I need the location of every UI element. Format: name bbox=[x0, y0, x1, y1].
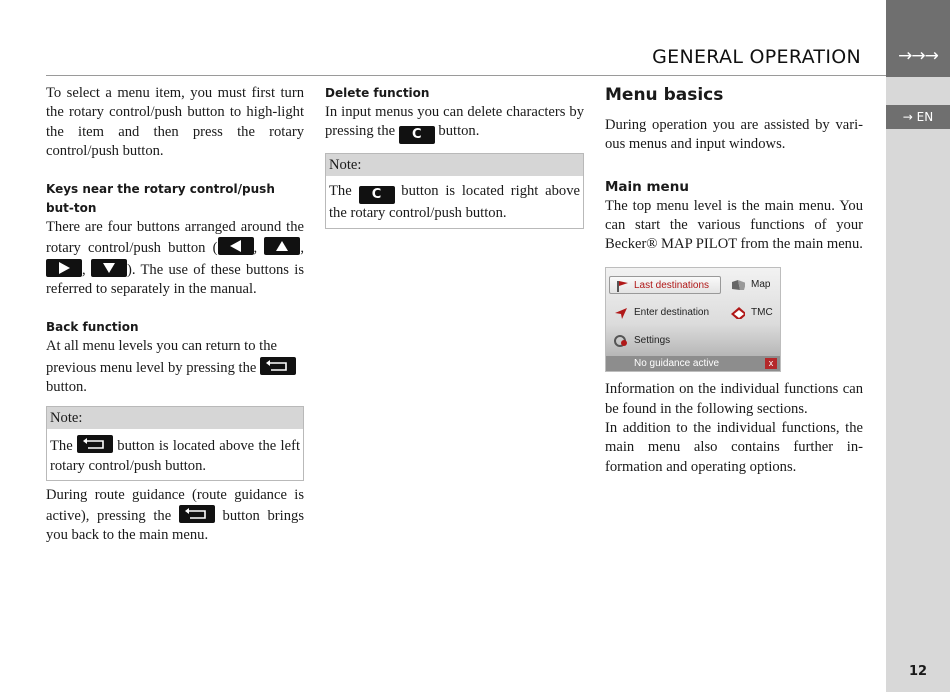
back-heading: Back function bbox=[46, 320, 139, 335]
delete-heading: Delete function bbox=[325, 86, 430, 100]
guidance-status-bar: No guidance active bbox=[606, 356, 781, 371]
menu-basics-heading: Menu basics bbox=[605, 85, 724, 105]
back-key-icon bbox=[260, 357, 296, 375]
note-box-delete bbox=[325, 153, 584, 228]
main-menu-paragraph: The top menu level is the main menu. You can start the various functions of your Becker® MAP PILOT from the main menu. bbox=[605, 197, 863, 253]
note-text-2: button is located right above the rotary control/push button. bbox=[329, 183, 580, 222]
note-box-back bbox=[46, 406, 304, 481]
c-key-icon: C bbox=[399, 126, 435, 144]
menu-item-label: TMC bbox=[751, 307, 773, 319]
nav-arrows-icon: →→→ bbox=[898, 46, 938, 66]
note-text-1: The bbox=[50, 438, 73, 455]
column-1 bbox=[46, 84, 304, 546]
guidance-text-2: button brings you back to the main menu. bbox=[46, 508, 304, 544]
flag-icon bbox=[615, 280, 629, 292]
separator: , bbox=[300, 240, 304, 257]
note-text-1: The bbox=[329, 183, 352, 200]
back-key-icon bbox=[77, 435, 113, 453]
traffic-warning-icon bbox=[731, 307, 745, 319]
map-icon bbox=[731, 279, 745, 291]
menu-item-map[interactable] bbox=[728, 276, 770, 294]
page-number: 12 bbox=[908, 664, 928, 679]
note-body bbox=[326, 176, 583, 227]
note-text-2: button is located above the left rotary control/push button. bbox=[50, 438, 300, 474]
menu-item-label: Last destinations bbox=[634, 280, 710, 292]
page-title: GENERAL OPERATION bbox=[652, 46, 861, 68]
delete-text-2: button. bbox=[434, 123, 480, 140]
keys-heading: Keys near the rotary control/push but-ton bbox=[46, 182, 275, 216]
column-2 bbox=[325, 84, 584, 229]
main-menu-screenshot bbox=[605, 267, 781, 372]
delete-text-1: In input menus you can delete characters by pressing the bbox=[325, 104, 584, 140]
info-paragraph-2: In addition to the individual functions, the main menu also contains further in-formation and operating options. bbox=[605, 420, 863, 475]
back-key-icon bbox=[179, 505, 215, 523]
down-arrow-key-icon bbox=[91, 259, 127, 277]
menu-item-label: Enter destination bbox=[634, 307, 710, 319]
back-text-1: At all menu levels you can return to the previous menu level by pressing the bbox=[46, 338, 277, 376]
menu-item-enter-destination[interactable] bbox=[610, 304, 709, 322]
note-body bbox=[47, 429, 303, 480]
separator: , bbox=[253, 240, 258, 257]
menu-item-label: Settings bbox=[634, 335, 671, 347]
menu-item-settings[interactable] bbox=[610, 332, 670, 350]
back-paragraph bbox=[46, 337, 304, 397]
keys-text-2: ). The use of these buttons is referred to separately in the manual. bbox=[46, 261, 304, 298]
menu-item-label: Map bbox=[751, 279, 771, 291]
settings-icon bbox=[614, 335, 628, 347]
menu-item-last-destinations[interactable] bbox=[609, 276, 721, 294]
c-key-icon: C bbox=[359, 186, 395, 204]
keys-text-1: There are four buttons arranged around the rotary control/push button ( bbox=[46, 219, 304, 257]
navigation-arrow-icon bbox=[614, 307, 628, 319]
guidance-text-1: During route guidance (route guidance is active), pressing the bbox=[46, 486, 304, 525]
up-arrow-key-icon bbox=[264, 237, 300, 255]
right-arrow-key-icon bbox=[46, 259, 82, 277]
main-menu-heading: Main menu bbox=[605, 178, 689, 195]
language-tab[interactable]: → EN bbox=[886, 105, 950, 129]
separator: , bbox=[82, 261, 86, 278]
note-label: Note: bbox=[326, 154, 583, 176]
header-divider bbox=[46, 75, 886, 76]
back-text-2: button. bbox=[46, 378, 87, 395]
guidance-paragraph bbox=[46, 486, 304, 546]
intro-paragraph: To select a menu item, you must first turn the rotary control/push button to high-light the item and then press the rotary control/push button. bbox=[46, 85, 304, 159]
info-paragraph-1: Information on the individual functions can be found in the following sections. bbox=[605, 381, 863, 417]
keys-paragraph bbox=[46, 218, 304, 299]
left-arrow-key-icon bbox=[218, 237, 254, 255]
menu-item-tmc[interactable] bbox=[728, 304, 773, 322]
column-3 bbox=[605, 84, 863, 477]
note-label: Note: bbox=[47, 407, 303, 429]
close-icon[interactable]: x bbox=[765, 358, 777, 369]
delete-paragraph bbox=[325, 103, 584, 144]
menu-basics-intro: During operation you are assisted by vari-ous menus and input windows. bbox=[605, 117, 863, 153]
sidebar-tab bbox=[886, 0, 950, 692]
